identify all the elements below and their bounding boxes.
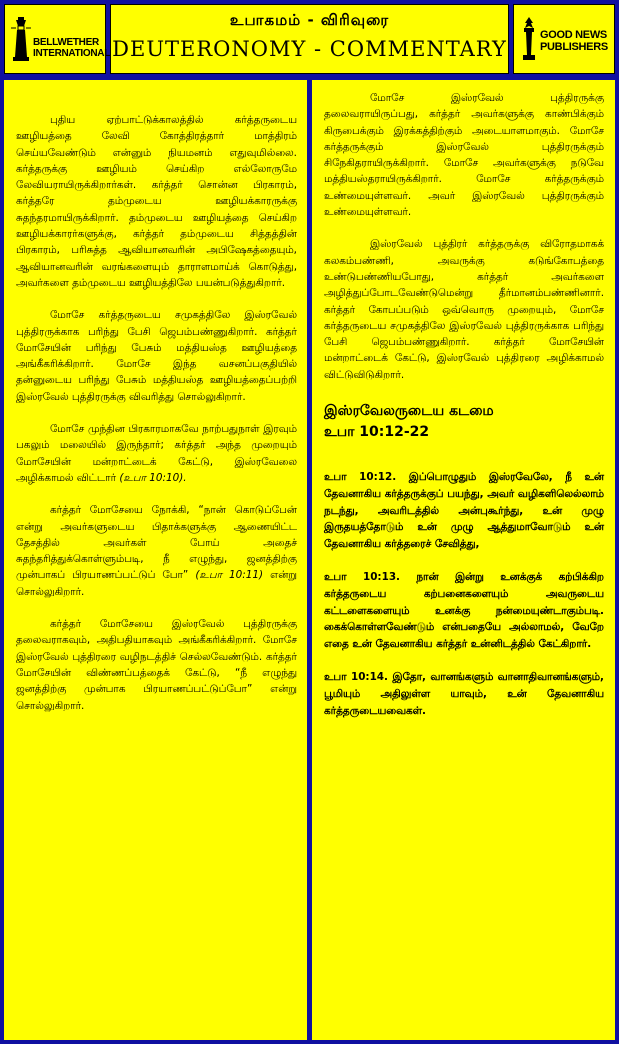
left-paragraph-5: கர்த்தர் மோசேயை இஸ்ரவேல் புத்திரருக்கு தலைவராகவும், அதிபதியாகவும் அங்கீகரிக்கிறார். மோசே இஸ்ரவேல் புத்திரரை வழிநடத்திச் செல்லவேண்டும். கர்த்தர் மோசேயின் விண்ணப்பத்தைக் கேட்டு, “நீ எழுந்து ஜனத்திற்கு முன்பாக பிரயாணப்பட்டுப்போ” என்று சொல்லுகிறார். bbox=[16, 618, 297, 712]
verse-10-12: உபா 10:12. இப்பொழுதும் இஸ்ரவேலே, நீ உன் தேவனாகிய கர்த்தருக்குப் பயந்து, அவர் வழிகளிலெல்லாம் நடந்து, அவரிடத்தில் அன்புகூர்ந்து, உன் முழு இருதயத்தோடும் உன் முழு ஆத்துமாவோடும் உன் தேவனாகிய கர்த்தரைச் சேவித்து, bbox=[324, 471, 604, 551]
left-paragraph-4 bbox=[16, 502, 297, 600]
header bbox=[4, 4, 615, 76]
title-box bbox=[110, 4, 509, 74]
paragraph-tail: என்று சொல்லுகிறார். bbox=[16, 569, 297, 598]
lighthouse-icon bbox=[11, 17, 31, 63]
good-news-logo bbox=[513, 4, 615, 74]
section-heading bbox=[324, 401, 604, 443]
verse-10-14: உபா 10:14. இதோ, வானங்களும் வானாதிவானங்களும், பூமியும் அதிலுள்ள யாவும், உன் தேவனாகிய கர்த்தருடையவைகள். bbox=[324, 671, 604, 717]
right-logo-text: GOOD NEWS PUBLISHERS bbox=[540, 29, 608, 53]
right-column bbox=[312, 80, 615, 1040]
left-paragraph-2: மோசே கர்த்தருடைய சமுகத்திலே இஸ்ரவேல் புத்திரருக்காக பரிந்து பேசி ஜெபம்பண்ணுகிறார். கர்த்தர் மோசேயின் பரிந்து பேசும் மத்தியஸ்த ஊழியத்தை அங்கீகரிக்கிறார். மோசே இந்த வசனப்பகுதியில் தன்னுடைய பரிந்து பேசும் மத்தியஸ்த ஊழியத்தைப்பற்றி இஸ்ரவேல் புத்திரருக்கு விவரித்து சொல்லுகிறார். bbox=[16, 309, 297, 403]
left-paragraph-3 bbox=[16, 421, 297, 486]
title-english: DEUTERONOMY - COMMENTARY bbox=[112, 37, 507, 61]
title-tamil: உபாகமம் - விரிவுரை bbox=[229, 11, 390, 29]
verse-reference: (உபா 10:11) bbox=[195, 569, 264, 582]
section-heading-title: இஸ்ரவேலருடைய கடமை bbox=[324, 403, 494, 420]
left-logo-text: BELLWETHER INTERNATIONAL bbox=[33, 37, 111, 59]
section-heading-reference: உபா 10:12-22 bbox=[324, 424, 430, 441]
paragraph-text: மோசே முந்தின பிரகாரமாகவே நாற்பதுநாள் இரவும் பகலும் மலையில் இருந்தார்; கர்த்தர் அந்த முறையும் மோசேயின் மன்றாட்டைக் கேட்டு, இஸ்ரவேலை அழிக்காமல் விட்டார் bbox=[16, 423, 297, 484]
right-paragraph-2: இஸ்ரவேல் புத்திரர் கர்த்தருக்கு விரோதமாகக் கலகம்பண்ணி, அவருக்கு கடுங்கோபத்தை உண்டுபண்ணியபோது, கர்த்தர் அவர்களை அழித்துப்போடவேண்டுமென்று தீர்மானம்பண்ணினார். கர்த்தர் கோபப்படும் ஒவ்வொரு முறையும், மோசே கர்த்தருடைய சமுகத்திலே இஸ்ரவேல் புத்திரருக்காக பரிந்து பேசி ஜெபம்பண்ணுகிறார். கர்த்தர் மோசேயின் மன்றாட்டைக் கேட்டு, இஸ்ரவேல் புத்திரரை அழிக்காமல் விட்டுவிடுகிறார். bbox=[324, 238, 604, 381]
right-paragraph-1: மோசே இஸ்ரவேல் புத்திரருக்கு தலைவராயிருப்பது, கர்த்தர் அவர்களுக்கு காண்பிக்கும் கிருபைக்கும் இரக்கத்திற்கும் அடையாளமாகும். மோசே கர்த்தருக்கும் இஸ்ரவேல் புத்திரருக்கும் சிநேகிதராயிருக்கிறார். மோசே அவர்களுக்கு நடுவே மத்தியஸ்தராயிருக்கிறார். மோசே கர்த்தருக்கும் உண்மையுள்ளவர். அவர் இஸ்ரவேல் புத்திரருக்கும் உண்மையுள்ளவர். bbox=[324, 92, 604, 219]
left-column bbox=[4, 80, 307, 1040]
torch-icon bbox=[520, 17, 538, 63]
paragraph-text: கர்த்தர் மோசேயை நோக்கி, “நான் கொடுப்பேன் என்று அவர்களுடைய பிதாக்களுக்கு ஆணையிட்ட தேசத்தில் அவர்கள் போய் அதைச் சுதந்தரித்துக்கொள்ளும்படி, நீ எழுந்து, ஜனத்திற்கு முன்பாகப் பிரயாணப்பட்டுப் போ” bbox=[16, 504, 297, 582]
verse-reference: (உபா 10:10). bbox=[119, 471, 187, 484]
left-paragraph-1: புதிய ஏற்பாட்டுக்காலத்தில் கர்த்தருடைய ஊழியத்தை லேவி கோத்திரத்தார் மாத்திரம் செய்யவேண்டும் என்னும் நியமனம் எதுவுமில்லை. கர்த்தருக்கு ஊழியம் செய்கிற எல்லோருமே லேவியராயிருக்கிறார்கள். கர்த்தர் சொன்ன பிரகாரம், கர்த்தரே தம்முடைய ஊழியக்காரருக்கு சுதந்தரமாயிருக்கிறார். தம்முடைய ஊழியத்தை செய்கிற ஊழியக்காரர்களுக்கு, கர்த்தர் தம்முடைய சித்தத்தின் பிரகாரம், பரிசுத்த ஆவியானவரின் அபிஷேகத்தையும், ஆவியானவரின் வரங்களையும் தாராளமாய்க் கொடுத்து, அவர்களை தம்முடைய ஊழியத்திலே பயன்படுத்துகிறார். bbox=[16, 114, 297, 289]
bellwether-logo bbox=[4, 4, 111, 74]
verse-10-13: உபா 10:13. நான் இன்று உனக்குக் கற்பிக்கிற கர்த்தருடைய கற்பனைகளையும் அவருடைய கட்டளைகளையும் உனக்கு நன்மையுண்டாகும்படி. கைக்கொள்ளவேண்டும் என்பதையே அல்லாமல், வேறே எதை உன் தேவனாகிய கர்த்தர் உன்னிடத்தில் கேட்கிறார். bbox=[324, 571, 604, 651]
